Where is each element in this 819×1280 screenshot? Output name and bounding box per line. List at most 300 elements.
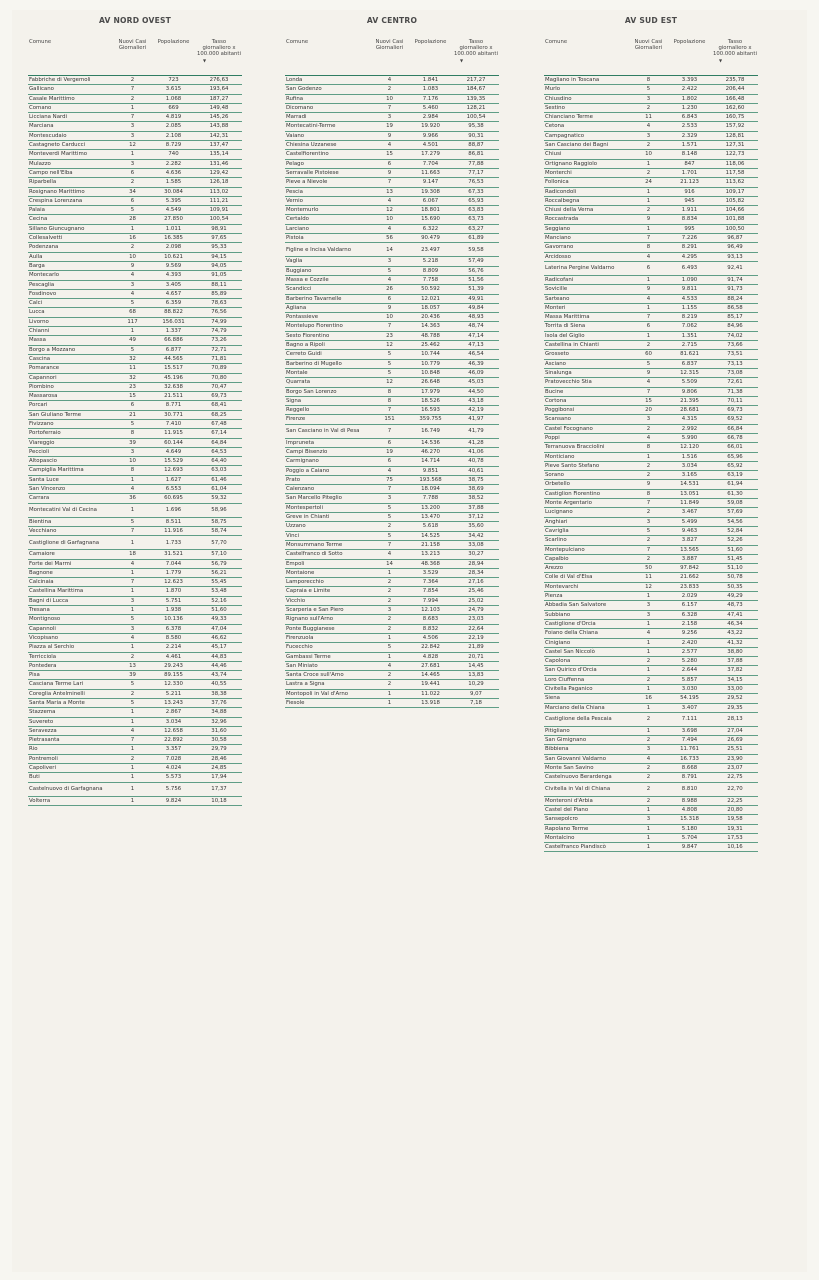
table-row — [544, 234, 758, 243]
cell-popolazione: 3.698 — [667, 726, 712, 735]
cell-tasso: 160,75 — [712, 113, 758, 122]
table-row — [544, 480, 758, 489]
cell-nuovi-casi: 2 — [371, 587, 408, 596]
cell-nuovi-casi: 6 — [114, 168, 151, 177]
cell-popolazione: 16.749 — [408, 424, 453, 438]
cell-nuovi-casi: 13 — [371, 187, 408, 196]
header-nuovi-casi[interactable]: Nuovi Casi Giornalieri — [371, 39, 408, 76]
cell-tasso: 58,74 — [196, 526, 242, 535]
table-row — [28, 392, 242, 401]
cell-tasso: 65,96 — [712, 452, 758, 461]
cell-popolazione: 29.243 — [151, 661, 196, 670]
cell-popolazione: 669 — [151, 103, 196, 112]
cell-popolazione: 10.779 — [408, 359, 453, 368]
table-row — [544, 252, 758, 261]
cell-comune: Marciana — [28, 122, 114, 131]
cell-popolazione: 4.819 — [151, 113, 196, 122]
cell-popolazione: 740 — [151, 150, 196, 159]
cell-tasso: 127,31 — [712, 141, 758, 150]
table-row — [285, 313, 499, 322]
cell-nuovi-casi: 8 — [371, 396, 408, 405]
cell-tasso: 21,89 — [453, 643, 499, 652]
header-tasso[interactable] — [196, 39, 242, 76]
cell-tasso: 30,27 — [453, 550, 499, 559]
cell-tasso: 122,73 — [712, 150, 758, 159]
cell-comune: Coreglia Antelminelli — [28, 689, 114, 698]
cell-nuovi-casi: 36 — [114, 494, 151, 503]
cell-nuovi-casi: 34 — [114, 187, 151, 196]
table-row — [285, 596, 499, 605]
table-row — [544, 76, 758, 85]
cell-popolazione: 13.200 — [408, 503, 453, 512]
table-row — [285, 331, 499, 340]
cell-nuovi-casi: 1 — [114, 224, 151, 233]
cell-nuovi-casi: 1 — [630, 685, 667, 694]
cell-comune: Rosignano Marittimo — [28, 187, 114, 196]
cell-nuovi-casi: 4 — [114, 289, 151, 298]
cell-tasso: 71,38 — [712, 387, 758, 396]
cell-popolazione: 13.918 — [408, 699, 453, 708]
table-row — [544, 610, 758, 619]
cell-popolazione: 7.854 — [408, 587, 453, 596]
report-page — [12, 10, 807, 1272]
cell-tasso: 129,42 — [196, 168, 242, 177]
table-row — [28, 317, 242, 326]
cell-popolazione: 8.219 — [667, 313, 712, 322]
cell-popolazione: 13.565 — [667, 545, 712, 554]
cell-comune: Bagno a Ripoli — [285, 341, 371, 350]
cell-nuovi-casi: 1 — [630, 303, 667, 312]
table-header-row — [544, 39, 758, 76]
header-tasso[interactable] — [453, 39, 499, 76]
cell-nuovi-casi: 5 — [114, 345, 151, 354]
table-row — [28, 578, 242, 587]
cell-popolazione: 16.593 — [408, 406, 453, 415]
cell-comune: Agliana — [285, 303, 371, 312]
cell-nuovi-casi: 4 — [630, 629, 667, 638]
sort-down-icon[interactable]: ▼ — [460, 57, 464, 63]
table-row — [28, 596, 242, 605]
cell-nuovi-casi: 5 — [114, 615, 151, 624]
table-row — [285, 587, 499, 596]
cell-comune: Lucignano — [544, 508, 630, 517]
cell-tasso: 74,79 — [196, 327, 242, 336]
cell-popolazione: 1.571 — [667, 141, 712, 150]
cell-nuovi-casi: 6 — [630, 322, 667, 331]
table-row — [544, 341, 758, 350]
cell-popolazione: 2.282 — [151, 159, 196, 168]
cell-nuovi-casi: 2 — [630, 341, 667, 350]
cell-popolazione: 3.615 — [151, 85, 196, 94]
cell-tasso: 91,05 — [196, 271, 242, 280]
table-row — [28, 485, 242, 494]
cell-tasso: 95,38 — [453, 122, 499, 131]
cell-nuovi-casi: 3 — [630, 815, 667, 824]
table-row — [285, 168, 499, 177]
cell-popolazione: 945 — [667, 196, 712, 205]
cell-nuovi-casi: 2 — [630, 554, 667, 563]
cell-nuovi-casi: 2 — [371, 596, 408, 605]
cell-popolazione: 9.806 — [667, 387, 712, 396]
cell-tasso: 55,45 — [196, 578, 242, 587]
cell-popolazione: 5.618 — [408, 522, 453, 531]
cell-nuovi-casi: 6 — [114, 401, 151, 410]
table-row — [285, 680, 499, 689]
header-comune[interactable]: Comune — [285, 39, 371, 76]
cell-comune: Serravalle Pistoiese — [285, 168, 371, 177]
cell-popolazione: 3.887 — [667, 554, 712, 563]
cell-comune: Fabbriche di Vergemoli — [28, 76, 114, 85]
cell-nuovi-casi: 3 — [630, 94, 667, 103]
cell-nuovi-casi: 2 — [371, 624, 408, 633]
table-row — [285, 568, 499, 577]
cell-comune: Altopascio — [28, 457, 114, 466]
cell-comune: Piombino — [28, 382, 114, 391]
table-header-row — [285, 39, 499, 76]
cell-nuovi-casi: 8 — [630, 443, 667, 452]
cell-nuovi-casi: 12 — [630, 582, 667, 591]
cell-tasso: 193,64 — [196, 85, 242, 94]
cell-popolazione: 5.990 — [667, 433, 712, 442]
cell-nuovi-casi: 7 — [630, 313, 667, 322]
cell-comune: Cortona — [544, 396, 630, 405]
cell-comune: Carmignano — [285, 457, 371, 466]
cell-popolazione: 11.761 — [667, 745, 712, 754]
table-row — [285, 624, 499, 633]
table-row — [544, 350, 758, 359]
cell-comune: Seravezza — [28, 726, 114, 735]
cell-tasso: 29,35 — [712, 703, 758, 712]
cell-tasso: 145,26 — [196, 113, 242, 122]
cell-popolazione: 2.992 — [667, 424, 712, 433]
cell-popolazione: 6.837 — [667, 359, 712, 368]
table-row — [285, 275, 499, 284]
cell-nuovi-casi: 7 — [114, 736, 151, 745]
cell-comune: Portoferraio — [28, 429, 114, 438]
cell-nuovi-casi: 20 — [630, 406, 667, 415]
table-row — [285, 150, 499, 159]
cell-tasso: 53,48 — [196, 587, 242, 596]
table-row — [28, 494, 242, 503]
cell-popolazione: 17.279 — [408, 150, 453, 159]
cell-comune: Magliano in Toscana — [544, 76, 630, 85]
cell-comune: Stazzema — [28, 708, 114, 717]
table-row — [28, 261, 242, 270]
header-tasso-label: Tasso giornaliero x 100.000 abitanti — [197, 39, 241, 58]
cell-nuovi-casi: 1 — [114, 782, 151, 796]
table-row — [544, 564, 758, 573]
cell-comune: Sarteano — [544, 294, 630, 303]
cell-comune: Signa — [285, 396, 371, 405]
header-nuovi-casi[interactable]: Nuovi Casi Giornalieri — [630, 39, 667, 76]
table-row — [285, 540, 499, 549]
cell-comune: Montevarchi — [544, 582, 630, 591]
cell-nuovi-casi: 2 — [114, 178, 151, 187]
cell-nuovi-casi: 10 — [630, 150, 667, 159]
cell-popolazione: 1.011 — [151, 224, 196, 233]
cell-nuovi-casi: 1 — [630, 824, 667, 833]
cell-tasso: 95,33 — [196, 243, 242, 252]
table-row — [28, 94, 242, 103]
cell-nuovi-casi: 1 — [114, 327, 151, 336]
cell-tasso: 96,87 — [712, 234, 758, 243]
cell-comune: Anghiari — [544, 517, 630, 526]
cell-popolazione: 60.144 — [151, 438, 196, 447]
cell-comune: Massa — [28, 336, 114, 345]
cell-popolazione: 45.196 — [151, 373, 196, 382]
table-row — [28, 680, 242, 689]
table-row — [28, 568, 242, 577]
cell-nuovi-casi: 3 — [114, 122, 151, 131]
cell-comune: Lamporecchio — [285, 578, 371, 587]
table-row — [285, 368, 499, 377]
cell-comune: Crespina Lorenzana — [28, 196, 114, 205]
cell-popolazione: 5.509 — [667, 378, 712, 387]
cell-comune: Monteroni d'Arbia — [544, 796, 630, 805]
cell-popolazione: 18.094 — [408, 485, 453, 494]
cell-tasso: 37,88 — [712, 657, 758, 666]
cell-nuovi-casi: 2 — [630, 773, 667, 782]
cell-nuovi-casi: 8 — [630, 489, 667, 498]
cell-tasso: 88,11 — [196, 280, 242, 289]
cell-nuovi-casi: 49 — [114, 336, 151, 345]
cell-tasso: 45,17 — [196, 643, 242, 652]
data-table — [28, 39, 242, 806]
cell-tasso: 187,27 — [196, 94, 242, 103]
cell-nuovi-casi: 3 — [114, 131, 151, 140]
table-row — [544, 378, 758, 387]
cell-tasso: 17,37 — [196, 782, 242, 796]
table-row — [28, 466, 242, 475]
cell-nuovi-casi: 1 — [630, 833, 667, 842]
cell-popolazione: 6.157 — [667, 601, 712, 610]
cell-tasso: 65,93 — [453, 196, 499, 205]
cell-tasso: 61,89 — [453, 234, 499, 243]
cell-tasso: 44,50 — [453, 387, 499, 396]
cell-nuovi-casi: 9 — [371, 168, 408, 177]
table-row — [544, 545, 758, 554]
table-row — [285, 178, 499, 187]
cell-nuovi-casi: 11 — [630, 113, 667, 122]
cell-popolazione: 8.668 — [667, 764, 712, 773]
cell-tasso: 29,79 — [196, 745, 242, 754]
cell-popolazione: 3.407 — [667, 703, 712, 712]
cell-popolazione: 18.526 — [408, 396, 453, 405]
table-row — [28, 299, 242, 308]
cell-popolazione: 12.658 — [151, 726, 196, 735]
header-popolazione[interactable]: Popolazione — [667, 39, 712, 76]
cell-nuovi-casi: 7 — [114, 113, 151, 122]
cell-comune: Barga — [28, 261, 114, 270]
header-popolazione[interactable]: Popolazione — [408, 39, 453, 76]
cell-nuovi-casi: 2 — [630, 764, 667, 773]
cell-nuovi-casi: 1 — [630, 224, 667, 233]
cell-popolazione: 11.022 — [408, 689, 453, 698]
cell-nuovi-casi: 7 — [630, 387, 667, 396]
cell-nuovi-casi: 5 — [114, 419, 151, 428]
cell-nuovi-casi: 1 — [114, 745, 151, 754]
cell-popolazione: 14.714 — [408, 457, 453, 466]
cell-popolazione: 12.021 — [408, 294, 453, 303]
cell-popolazione: 1.802 — [667, 94, 712, 103]
cell-nuovi-casi: 2 — [630, 168, 667, 177]
cell-nuovi-casi: 4 — [630, 252, 667, 261]
table-row — [28, 224, 242, 233]
cell-nuovi-casi: 14 — [371, 559, 408, 568]
header-comune[interactable]: Comune — [544, 39, 630, 76]
cell-nuovi-casi: 2 — [114, 94, 151, 103]
table-row — [285, 206, 499, 215]
table-row — [28, 643, 242, 652]
cell-popolazione: 4.393 — [151, 271, 196, 280]
cell-popolazione: 7.176 — [408, 94, 453, 103]
cell-tasso: 206,44 — [712, 85, 758, 94]
cell-comune: San Vincenzo — [28, 485, 114, 494]
cell-comune: Pontassieve — [285, 313, 371, 322]
cell-popolazione: 1.779 — [151, 568, 196, 577]
cell-tasso: 94,05 — [196, 261, 242, 270]
cell-comune: Asciano — [544, 359, 630, 368]
cell-popolazione: 9.463 — [667, 526, 712, 535]
cell-popolazione: 9.851 — [408, 466, 453, 475]
cell-tasso: 128,81 — [712, 131, 758, 140]
cell-popolazione: 13.470 — [408, 513, 453, 522]
cell-tasso: 84,96 — [712, 322, 758, 331]
cell-comune: Radicondoli — [544, 187, 630, 196]
cell-tasso: 58,75 — [196, 517, 242, 526]
cell-popolazione: 11.916 — [151, 526, 196, 535]
table-row — [28, 517, 242, 526]
table-row — [28, 773, 242, 782]
table-row — [285, 415, 499, 424]
table-row — [28, 336, 242, 345]
cell-popolazione: 1.696 — [151, 503, 196, 517]
cell-tasso: 27,16 — [453, 578, 499, 587]
cell-popolazione: 5.756 — [151, 782, 196, 796]
cell-popolazione: 30.084 — [151, 187, 196, 196]
cell-comune: Collesalvetti — [28, 234, 114, 243]
cell-comune: Podenzana — [28, 243, 114, 252]
table-row — [544, 638, 758, 647]
table-row — [28, 345, 242, 354]
cell-comune: Castelnuovo Berardenga — [544, 773, 630, 782]
cell-nuovi-casi: 3 — [371, 606, 408, 615]
cell-comune: Pescia — [285, 187, 371, 196]
cell-comune: Gambassi Terme — [285, 652, 371, 661]
cell-comune: Pistoia — [285, 234, 371, 243]
cell-nuovi-casi: 39 — [114, 671, 151, 680]
cell-nuovi-casi: 4 — [114, 559, 151, 568]
cell-nuovi-casi: 2 — [114, 243, 151, 252]
sort-down-icon[interactable]: ▼ — [203, 57, 207, 63]
table-row — [544, 215, 758, 224]
cell-tasso: 25,02 — [453, 596, 499, 605]
table-row — [28, 168, 242, 177]
table-row — [544, 224, 758, 233]
table-row — [544, 359, 758, 368]
cell-tasso: 37,82 — [712, 666, 758, 675]
cell-nuovi-casi: 2 — [630, 736, 667, 745]
table-row — [285, 387, 499, 396]
cell-tasso: 69,73 — [196, 392, 242, 401]
cell-tasso: 24,79 — [453, 606, 499, 615]
table-row — [544, 243, 758, 252]
cell-comune: San Gimignano — [544, 736, 630, 745]
cell-tasso: 91,73 — [712, 285, 758, 294]
cell-popolazione: 3.034 — [151, 717, 196, 726]
cell-comune: Seggiano — [544, 224, 630, 233]
cell-tasso: 66,84 — [712, 424, 758, 433]
cell-comune: Londa — [285, 76, 371, 85]
cell-popolazione: 10.848 — [408, 368, 453, 377]
cell-comune: Prato — [285, 475, 371, 484]
cell-tasso: 70,47 — [196, 382, 242, 391]
table-row — [285, 224, 499, 233]
table-row — [544, 196, 758, 205]
cell-nuovi-casi: 2 — [371, 671, 408, 680]
data-table — [285, 39, 499, 708]
cell-comune: Monteri — [544, 303, 630, 312]
cell-comune: Vinci — [285, 531, 371, 540]
header-comune[interactable]: Comune — [28, 39, 114, 76]
table-row — [285, 113, 499, 122]
cell-comune: Calcinaia — [28, 578, 114, 587]
cell-popolazione: 21.662 — [667, 573, 712, 582]
cell-tasso: 41,06 — [453, 447, 499, 456]
header-nuovi-casi[interactable]: Nuovi Casi Giornalieri — [114, 39, 151, 76]
cell-nuovi-casi: 21 — [114, 410, 151, 419]
cell-tasso: 113,02 — [196, 187, 242, 196]
cell-popolazione: 21.123 — [667, 178, 712, 187]
table-row — [544, 313, 758, 322]
cell-tasso: 38,38 — [196, 689, 242, 698]
cell-popolazione: 3.165 — [667, 471, 712, 480]
cell-comune: Camaiore — [28, 550, 114, 559]
cell-popolazione: 7.044 — [151, 559, 196, 568]
cell-comune: Pontedera — [28, 661, 114, 670]
cell-nuovi-casi: 6 — [371, 457, 408, 466]
table-row — [285, 257, 499, 266]
table-row — [28, 606, 242, 615]
cell-tasso: 69,73 — [712, 406, 758, 415]
cell-tasso: 41,28 — [453, 438, 499, 447]
cell-popolazione: 5.857 — [667, 675, 712, 684]
cell-comune: Campo nell'Elba — [28, 168, 114, 177]
table-row — [285, 615, 499, 624]
header-popolazione[interactable]: Popolazione — [151, 39, 196, 76]
cell-popolazione: 16.385 — [151, 234, 196, 243]
cell-popolazione: 88.822 — [151, 308, 196, 317]
cell-nuovi-casi: 10 — [114, 252, 151, 261]
sort-down-icon[interactable]: ▼ — [719, 57, 723, 63]
cell-nuovi-casi: 24 — [630, 178, 667, 187]
table-row — [285, 85, 499, 94]
cell-tasso: 70,89 — [196, 364, 242, 373]
header-tasso[interactable] — [712, 39, 758, 76]
cell-nuovi-casi: 8 — [630, 243, 667, 252]
cell-tasso: 46,09 — [453, 368, 499, 377]
table-row — [544, 396, 758, 405]
cell-popolazione: 21.395 — [667, 396, 712, 405]
cell-tasso: 126,18 — [196, 178, 242, 187]
cell-tasso: 34,15 — [712, 675, 758, 684]
cell-nuovi-casi: 1 — [630, 196, 667, 205]
cell-comune: Castel Focognano — [544, 424, 630, 433]
cell-popolazione: 32.638 — [151, 382, 196, 391]
cell-nuovi-casi: 12 — [114, 141, 151, 150]
cell-popolazione: 12.623 — [151, 578, 196, 587]
cell-comune: Torrita di Siena — [544, 322, 630, 331]
